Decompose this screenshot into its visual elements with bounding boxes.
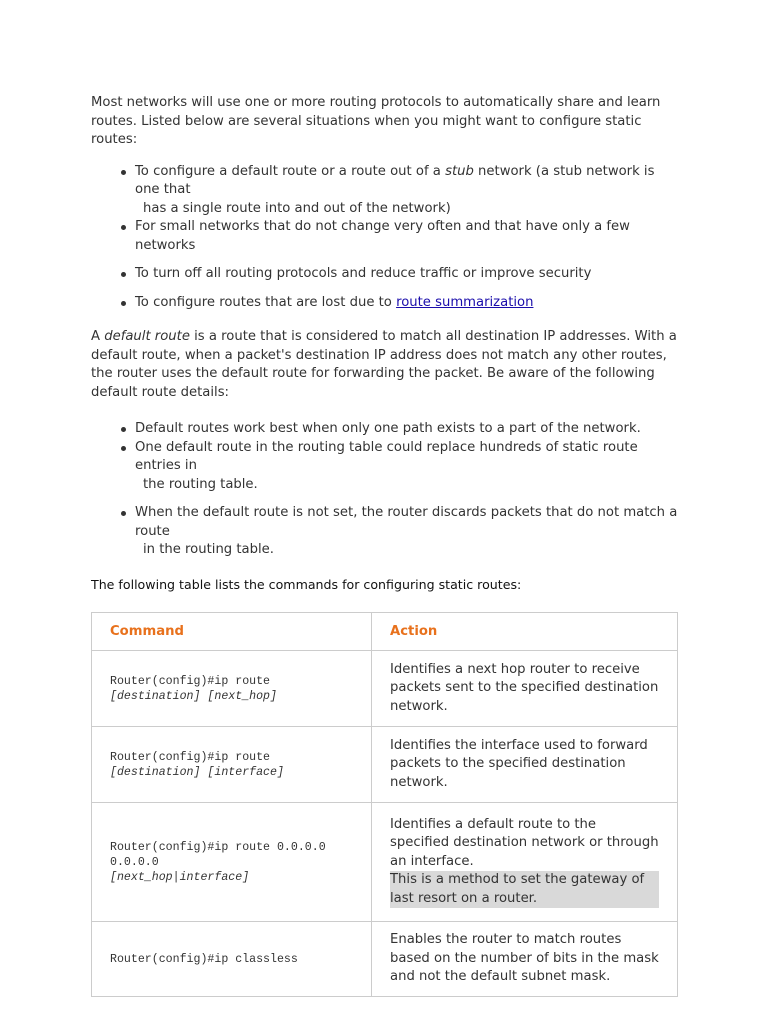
table-intro: The following table lists the commands for configuring static routes: — [91, 576, 522, 592]
list-item: When the default route is not set, the router discards packets that do not match a route in the routing table. — [91, 504, 681, 560]
document-body — [91, 94, 681, 997]
action-cell: Identifies a next hop router to receive packets sent to the specified destination network. — [372, 651, 678, 727]
command-cell: Router(config)#ip classless — [92, 922, 372, 997]
intro-paragraph: Most networks will use one or more routing protocols to automatically share and learn routes. Listed below are several situations when you might want to configure static routes: — [91, 95, 661, 147]
list-item: One default route in the routing table could replace hundreds of static route entries in the routing table. — [91, 439, 681, 495]
route-summarization-link[interactable]: route summarization — [396, 294, 534, 310]
static-route-commands-table — [91, 612, 678, 997]
command-cell: Router(config)#ip route 0.0.0.0 0.0.0.0 [next_hop|interface] — [92, 803, 372, 922]
table-row — [92, 803, 678, 922]
table-header-row — [92, 613, 678, 651]
table-row — [92, 727, 678, 803]
command-cell: Router(config)#ip route [destination] [next_hop] — [92, 651, 372, 727]
table-row — [92, 651, 678, 727]
column-header-command: Command — [92, 613, 372, 651]
default-route-paragraph: A default route is a route that is considered to match all destination IP addresses. With a default route, when a packet's destination IP address does not match any other routes, the router uses the default route for forwarding the packet. Be aware of the following default route details: — [91, 329, 677, 400]
default-route-details-list — [91, 420, 681, 560]
column-header-action: Action — [372, 613, 678, 651]
action-cell: Identifies the interface used to forward packets to the specified destination network. — [372, 727, 678, 803]
highlighted-note: This is a method to set the gateway of last resort on a router. — [390, 871, 659, 908]
list-item: To configure a default route or a route out of a stub network (a stub network is one that has a single route into and out of the network) — [91, 163, 681, 219]
action-cell: Enables the router to match routes based on the number of bits in the mask and not the default subnet mask. — [372, 922, 678, 997]
table-row — [92, 922, 678, 997]
action-cell: Identifies a default route to the specified destination network or through an interface. This is a method to set the gateway of last resort on a router. — [372, 803, 678, 922]
stub-term: stub — [445, 163, 474, 179]
command-cell: Router(config)#ip route [destination] [interface] — [92, 727, 372, 803]
situations-list — [91, 163, 681, 313]
default-route-term: default route — [104, 329, 190, 344]
list-item: To turn off all routing protocols and reduce traffic or improve security — [91, 265, 681, 284]
list-item: To configure routes that are lost due to route summarization — [91, 294, 681, 313]
list-item: For small networks that do not change very often and that have only a few networks — [91, 218, 681, 255]
list-item: Default routes work best when only one path exists to a part of the network. — [91, 420, 681, 439]
